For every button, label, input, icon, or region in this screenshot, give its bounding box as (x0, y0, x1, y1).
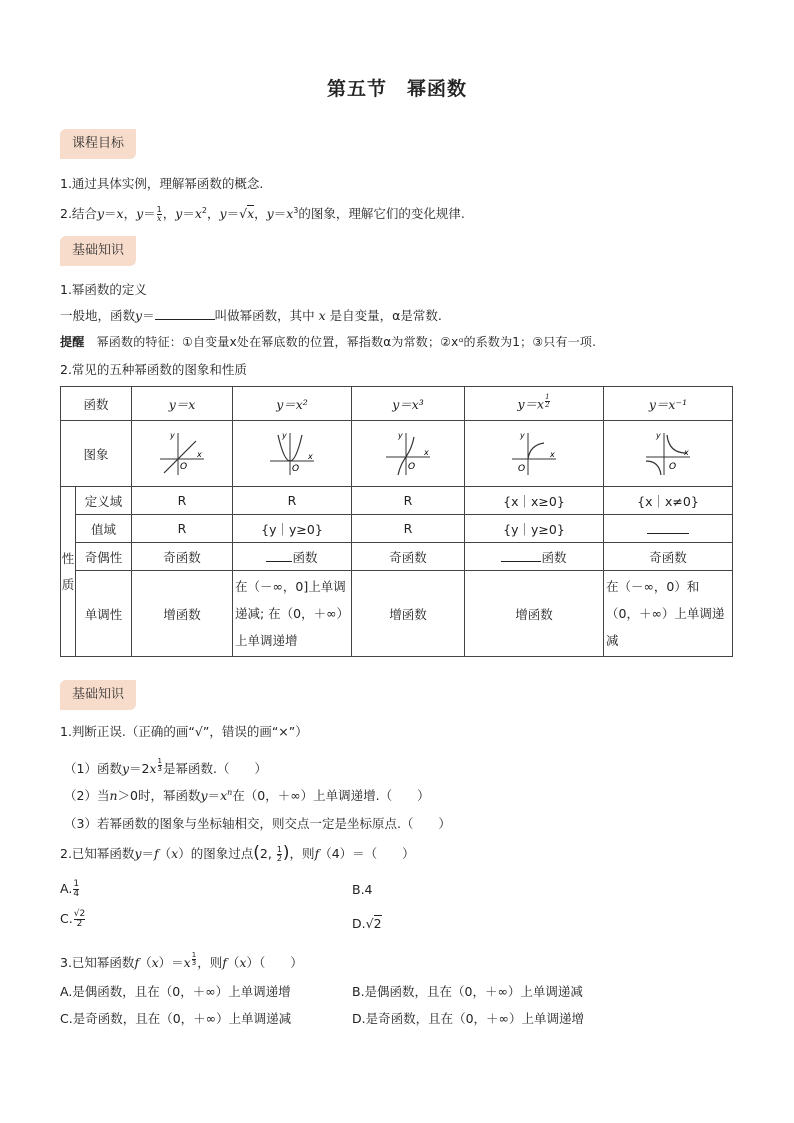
func-header-5: y＝x⁻¹ (604, 387, 733, 421)
question-1-3: （3）若幂函数的图象与坐标轴相交，则交点一定是坐标原点.（ ） (64, 816, 451, 831)
def-text-c: 是自变量，α是常数. (329, 308, 442, 323)
parity-suffix-4: 函数 (541, 549, 567, 565)
func-header-1: y＝x (132, 387, 233, 421)
func-header-4: y＝x $^{\frac{1}{2}}$ (465, 387, 604, 421)
q2-text-a: 2.已知幂函数 (60, 846, 135, 861)
svg-text:O: O (518, 463, 526, 474)
svg-text:x: x (197, 449, 202, 459)
graph-row (61, 421, 733, 487)
mono-label: 单调性 (76, 571, 132, 657)
svg-text:x: x (550, 449, 555, 459)
header-label: 函数 (61, 387, 132, 421)
domain-value: R (132, 487, 233, 515)
graph-linear-icon (156, 429, 208, 479)
func-header-2: y＝x² (233, 387, 352, 421)
mono-value: 增函数 (465, 571, 604, 657)
mono-value: 增函数 (352, 571, 465, 657)
parity-suffix-2: 函数 (292, 549, 318, 565)
q2-option-c[interactable]: C. $\frac{√2}{2}$ (60, 909, 86, 929)
q3-option-b[interactable]: B.是偶函数，且在（0，＋∞）上单调递减 (352, 984, 583, 999)
tip-text: 幂函数的特征：①自变量x处在幂底数的位置，幂指数α为常数；②xᵅ的系数为1；③只有一项. (96, 335, 597, 349)
graph-square-icon (266, 429, 318, 479)
q1-1-text-a: （1）函数 (64, 761, 122, 777)
graph-cell-2 (233, 421, 352, 487)
goal-item-1: 1.通过具体实例，理解幂函数的概念. (60, 176, 264, 191)
parity-value-2 (233, 543, 352, 571)
parity-row (61, 543, 733, 571)
svg-text:x: x (424, 447, 429, 457)
svg-text:O: O (408, 461, 416, 472)
q2-text-c: ，则 (289, 846, 315, 861)
mono-value: 增函数 (132, 571, 233, 657)
goal-item-2: 2.结合y＝x，y＝ $\frac{1}{x}$ ，$y=x^2$，y＝√x，$y=x^3$的图象，理解它们的变化规律. (60, 205, 465, 223)
def-text-a: 一般地，函数 (60, 308, 136, 323)
svg-text:O: O (180, 461, 188, 472)
parity-blank-2[interactable] (266, 549, 292, 562)
q3-text-b: ，则 (197, 955, 223, 971)
parity-value-4 (465, 543, 604, 571)
q2-option-d-label: D. (352, 916, 366, 931)
domain-label: 定义域 (76, 487, 132, 515)
svg-text:y: y (282, 430, 287, 440)
goal-item-2-suffix: 的图象，理解它们的变化规律. (298, 206, 465, 221)
q2-option-b[interactable]: B.4 (352, 882, 373, 897)
graph-cube-icon (382, 429, 434, 479)
parity-value: 奇函数 (352, 543, 465, 571)
parity-value: 奇函数 (604, 543, 733, 571)
func-header-3: y＝x³ (352, 387, 465, 421)
q2-option-a[interactable]: A. $\frac{1}{4}$ (60, 879, 80, 899)
range-value: {y｜y≥0} (465, 515, 604, 543)
question-2: 2.已知幂函数y＝f（x）的图象过点(2, $\frac{1}{2}$ )，则f（4）＝（ ） (60, 843, 415, 863)
q3-option-d[interactable]: D.是奇函数，且在（0，＋∞）上单调递增 (352, 1011, 584, 1026)
tip-line (60, 333, 596, 350)
q3-text-c: （ ） (258, 955, 303, 971)
svg-text:x: x (684, 447, 689, 457)
range-value: R (352, 515, 465, 543)
monotonicity-row (61, 571, 733, 657)
domain-value: {x｜x≥0} (465, 487, 604, 515)
power-function-table (60, 386, 733, 657)
range-value: R (132, 515, 233, 543)
q2-text-b: 的图象过点 (190, 846, 254, 861)
section-tag-basics: 基础知识 (60, 236, 136, 266)
q3-option-c[interactable]: C.是奇函数，且在（0，＋∞）上单调递减 (60, 1011, 292, 1026)
mono-value: 在（－∞，0）和（0，＋∞）上单调递减 (604, 571, 733, 657)
question-1-1: （1）函数y＝2x $^{\frac{1}{3}}$ 是幂函数.（ ） (64, 757, 267, 777)
q1-2-text-a: （2）当 (64, 788, 110, 803)
range-value-blank[interactable] (604, 515, 733, 543)
range-blank[interactable] (647, 521, 689, 534)
def-blank[interactable] (155, 319, 215, 320)
question-3: 3.已知幂函数f（x）＝x $^{\frac{1}{3}}$ ，则f（x）（ ） (60, 951, 303, 971)
svg-text:O: O (292, 463, 300, 474)
parity-value: 奇函数 (132, 543, 233, 571)
domain-value: R (352, 487, 465, 515)
table-header-row (61, 387, 733, 421)
graph-sqrt-icon (508, 429, 560, 479)
def-title: 1.幂函数的定义 (60, 282, 147, 297)
q2-option-c-label: C. (60, 911, 73, 926)
domain-value: {x｜x≠0} (604, 487, 733, 515)
q2-text-d: ＝（ ） (352, 846, 415, 861)
func-header-4-base: y＝x (517, 396, 545, 412)
q1-2-text-b: 时，幂函数 (137, 788, 201, 803)
svg-text:y: y (398, 430, 403, 440)
domain-row (61, 487, 733, 515)
parity-blank-4[interactable] (501, 549, 541, 562)
graph-label: 图象 (61, 421, 132, 487)
range-label: 值域 (76, 515, 132, 543)
graph-cell-5 (604, 421, 733, 487)
section-tag-practice: 基础知识 (60, 680, 136, 710)
graph-cell-3 (352, 421, 465, 487)
question-1-2: （2）当n＞0时，幂函数$y=x^n$在（0，＋∞）上单调递增.（ ） (64, 787, 430, 803)
svg-text:y: y (170, 430, 175, 440)
group-label-2: 质 (61, 576, 75, 592)
question-1: 1.判断正误.（正确的画“√”，错误的画“×”） (60, 724, 308, 739)
mono-value: 在（－∞，0]上单调递减; 在（0，＋∞）上单调递增 (233, 571, 352, 657)
svg-text:x: x (308, 451, 313, 461)
q1-1-text-b: 是幂函数.（ ） (163, 761, 267, 777)
graph-reciprocal-icon (642, 429, 694, 479)
range-row (61, 515, 733, 543)
graph-cell-4 (465, 421, 604, 487)
q2-option-d[interactable]: D.√2 (352, 916, 382, 931)
svg-text:y: y (520, 430, 525, 440)
table-title: 2.常见的五种幂函数的图象和性质 (60, 362, 247, 377)
def-line: 一般地，函数y＝ 叫做幂函数，其中 x 是自变量，α是常数. (60, 308, 442, 323)
q3-option-a[interactable]: A.是偶函数，且在（0，＋∞）上单调递增 (60, 984, 291, 999)
group-label-1: 性 (61, 550, 75, 566)
def-text-b: 叫做幂函数，其中 (214, 308, 315, 323)
svg-text:y: y (656, 430, 661, 440)
range-value: {y｜y≥0} (233, 515, 352, 543)
graph-cell-1 (132, 421, 233, 487)
goal-item-2-prefix: 2.结合 (60, 206, 97, 221)
page-title: 第五节 幂函数 (326, 78, 467, 100)
tip-label: 提醒 (60, 335, 85, 349)
q1-2-text-c: 在（0，＋∞）上单调递增.（ ） (232, 788, 430, 803)
svg-text:O: O (669, 461, 677, 472)
q2-option-a-label: A. (60, 881, 73, 896)
property-group-label (61, 487, 76, 657)
domain-value: R (233, 487, 352, 515)
q3-text-a: 3.已知幂函数 (60, 955, 135, 971)
parity-label: 奇偶性 (76, 543, 132, 571)
section-tag-goals: 课程目标 (60, 129, 136, 159)
